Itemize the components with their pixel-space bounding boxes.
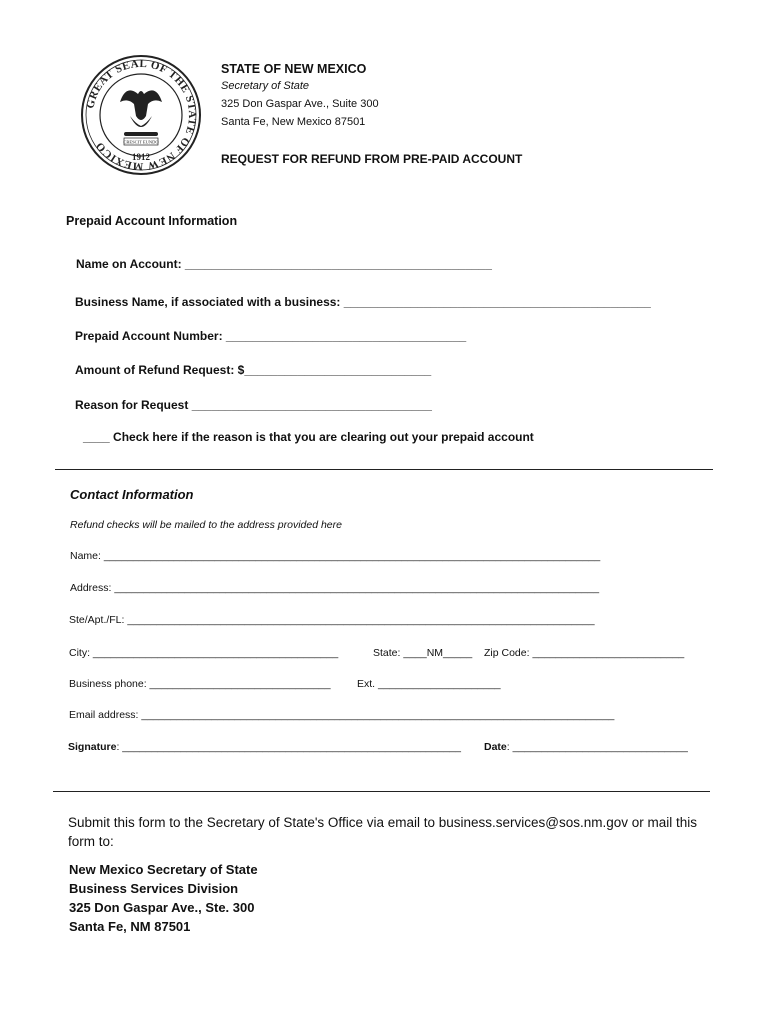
office-name: Secretary of State	[221, 80, 310, 92]
prepaid-section-title: Prepaid Account Information	[66, 214, 238, 228]
form-title: REQUEST FOR REFUND FROM PRE-PAID ACCOUNT	[221, 152, 523, 166]
contact-section-title: Contact Information	[70, 487, 194, 502]
business-phone-field[interactable]: Business phone: _______________________________	[69, 678, 331, 690]
account-number-field[interactable]: Prepaid Account Number: ____________________________________	[75, 329, 467, 343]
section-divider-1	[55, 469, 713, 470]
city-field[interactable]: City: __________________________________________	[69, 647, 339, 659]
address-field[interactable]: Address: ___________________________________________________________________________________	[70, 582, 600, 594]
name-on-account-field[interactable]: Name on Account: ______________________________________________	[76, 257, 492, 271]
submit-instructions: Submit this form to the Secretary of State's Office via email to business.services@sos.nm.gov or mail this form to:	[68, 815, 698, 849]
ste-apt-field[interactable]: Ste/Apt./FL: ________________________________________________________________________________	[69, 614, 595, 626]
mail-address-line: Business Services Division	[69, 881, 239, 896]
eagle-icon	[120, 90, 162, 136]
contact-name-field[interactable]: Name: _____________________________________________________________________________________	[70, 550, 601, 562]
date-field[interactable]	[484, 741, 688, 753]
mail-address-line: New Mexico Secretary of State	[69, 862, 258, 877]
business-name-field[interactable]: Business Name, if associated with a business: ______________________________________________	[75, 295, 651, 309]
signature-line: : __________________________________________________________	[116, 741, 461, 753]
signature-field[interactable]	[68, 741, 461, 753]
ext-field[interactable]: Ext. _____________________	[357, 678, 501, 690]
great-seal-logo	[80, 54, 202, 176]
section-divider-2	[53, 791, 710, 792]
state-field[interactable]: State: ____NM_____	[373, 647, 473, 659]
email-field[interactable]: Email address: _________________________________________________________________________________	[69, 709, 615, 721]
seal-ribbon-text: CRESCIT EUNDO	[123, 139, 159, 145]
office-street: 325 Don Gaspar Ave., Suite 300	[221, 98, 379, 110]
zip-code-field[interactable]: Zip Code: __________________________	[484, 647, 685, 659]
reason-field[interactable]: Reason for Request ____________________________________	[75, 398, 432, 412]
contact-note: Refund checks will be mailed to the address provided here	[70, 519, 342, 531]
seal-ring-text: GREAT SEAL OF THE STATE OF NEW MEXICO	[84, 57, 199, 173]
office-city: Santa Fe, New Mexico 87501	[221, 116, 366, 128]
refund-amount-field[interactable]: Amount of Refund Request: $____________________________	[75, 363, 432, 377]
date-label: Date	[484, 741, 507, 753]
mail-address-line: 325 Don Gaspar Ave., Ste. 300	[69, 900, 255, 915]
signature-label: Signature	[68, 741, 117, 753]
seal-year: 1912	[132, 152, 150, 162]
date-line: : ______________________________	[506, 741, 688, 753]
mail-address-line: Santa Fe, NM 87501	[69, 919, 191, 934]
state-heading: STATE OF NEW MEXICO	[221, 62, 367, 76]
clear-account-checkbox[interactable]: ____ Check here if the reason is that you are clearing out your prepaid account	[83, 430, 534, 444]
